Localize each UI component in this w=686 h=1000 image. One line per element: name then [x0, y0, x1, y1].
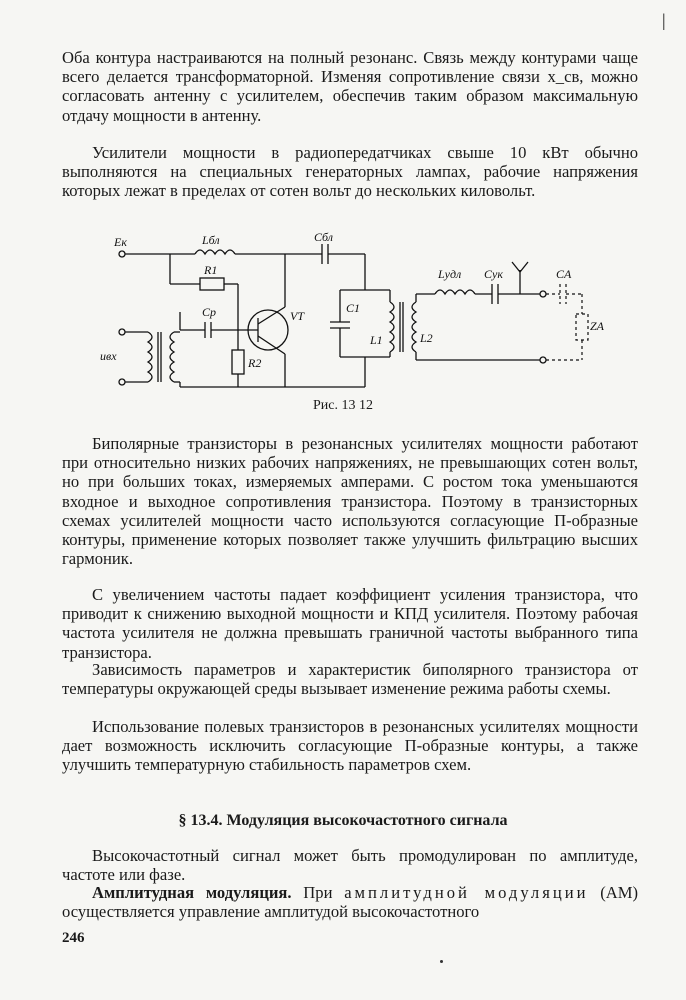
- figure-caption: Рис. 13 12: [313, 398, 373, 413]
- paragraph-6-text: Использование полевых транзисторов в резонансных усилителях мощности дает возможность исключить согласующие П-образные контуры, а также улучшить температурную стабильность параметров схем.: [62, 717, 638, 775]
- paragraph-3: [62, 434, 638, 568]
- label-r2: R2: [248, 356, 262, 370]
- paragraph-8-lead: Амплитудная модуляция.: [92, 883, 292, 902]
- paragraph-1-text: Оба контура настраиваются на полный резонанс. Связь между контурами чаще всего делается трансформаторной. Изменяя сопротивление связи x_св, можно согласовать антенну с усилителем, обеспечив таким образом максимальную отдачу мощности в антенну.: [62, 48, 638, 125]
- label-ca: CA: [556, 267, 572, 281]
- label-cp: Cp: [202, 305, 217, 319]
- paragraph-3-text: Биполярные транзисторы в резонансных усилителях мощности работают при относительно низких рабочих напряжениях, не превышающих сотен вольт, но при больших токах, измеряемых амперами. С ростом тока уменьшаются входное и выходное сопротивления транзистора. Поэтому в транзисторных схемах усилителей мощности часто используются согласующие П-образные контуры, применение которых позволяет также улучшить фильтрацию высших гармоник.: [62, 434, 638, 569]
- paragraph-8-spaced: амплитудной модуляции: [344, 883, 589, 902]
- circuit-diagram: [100, 230, 605, 392]
- paragraph-8-part-b: (АМ) осуществляется управление амплитудой высокочастотного: [62, 883, 638, 922]
- label-cuk: Cук: [484, 267, 503, 281]
- label-ludl: Lудл: [438, 267, 462, 281]
- page-number: 246: [62, 930, 85, 946]
- label-ek: Eк: [114, 235, 127, 249]
- paragraph-8: [62, 883, 638, 921]
- paragraph-4: [62, 585, 638, 662]
- corner-mark: |: [662, 10, 666, 30]
- label-r1: R1: [204, 263, 218, 277]
- label-ubx: uвх: [100, 349, 117, 363]
- label-za: ZA: [590, 319, 605, 333]
- paragraph-8-part-a: При: [291, 883, 345, 902]
- paragraph-1: [62, 48, 638, 125]
- paragraph-4-text: С увеличением частоты падает коэффициент усиления транзистора, что приводит к снижению выходной мощности и КПД усилителя. Поэтому рабочая частота усилителя не должна превышать граничной частоты выбранного типа транзистора.: [62, 585, 638, 662]
- paragraph-5: [62, 660, 638, 698]
- label-cbl: Cбл: [314, 230, 333, 244]
- paragraph-2-text: Усилители мощности в радиопередатчиках свыше 10 кВт обычно выполняются на специальных генераторных лампах, рабочие напряжения которых лежат в пределах от сотен вольт до нескольких киловольт.: [62, 143, 638, 201]
- paragraph-6: [62, 717, 638, 775]
- label-lbl: Lбл: [202, 233, 220, 247]
- paragraph-7: [62, 846, 638, 884]
- label-vt: VT: [290, 309, 305, 323]
- section-heading: § 13.4. Модуляция высокочастотного сигнала: [178, 812, 508, 829]
- paragraph-8-text: [62, 883, 638, 921]
- label-l1: L1: [370, 333, 383, 347]
- label-l2: L2: [420, 331, 433, 345]
- label-c1: C1: [346, 301, 361, 315]
- paragraph-7-text: Высокочастотный сигнал может быть промодулирован по амплитуде, частоте или фазе.: [62, 846, 638, 885]
- paragraph-5-text: Зависимость параметров и характеристик биполярного транзистора от температуры окружающей среды вызывает изменение режима работы схемы.: [62, 660, 638, 699]
- speck: [440, 960, 443, 963]
- paragraph-2: [62, 143, 638, 201]
